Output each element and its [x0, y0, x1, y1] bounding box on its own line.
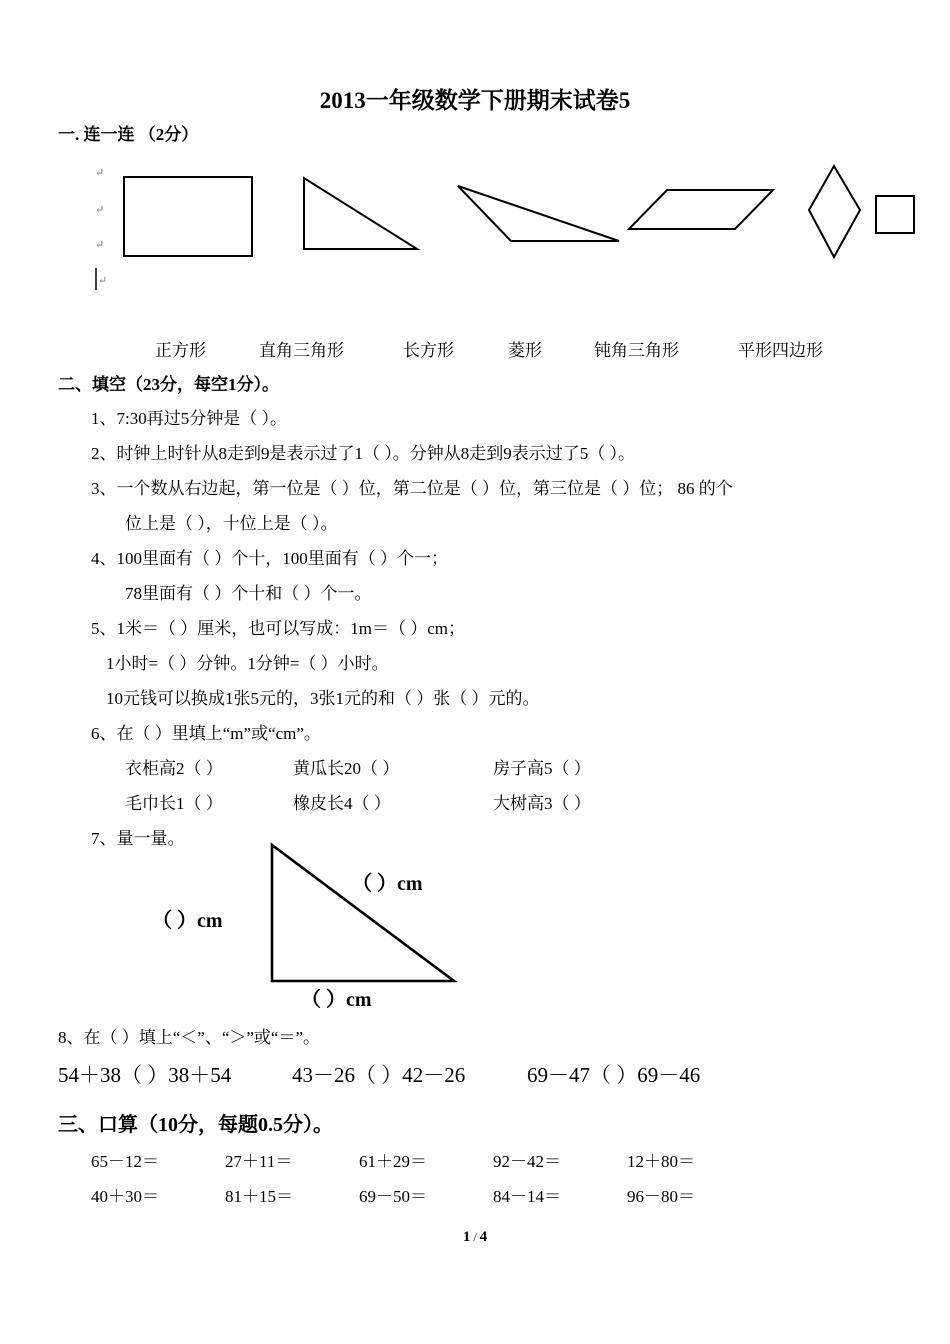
base-label: （ ）cm [301, 989, 372, 1011]
calc-item: 92－42＝ [493, 1152, 561, 1171]
question-7: 7、量一量。 [91, 829, 185, 848]
rectangle-shape [124, 177, 252, 256]
parallelogram-shape [629, 190, 773, 229]
shape-label: 正方形 [155, 341, 206, 360]
question-5-cont: 1小时=（ ）分钟。1分钟=（ ）小时。 [106, 654, 389, 673]
question-8: 8、在（ ）填上“＜”、“＞”或“＝”。 [58, 1028, 321, 1047]
shape-label: 钝角三角形 [594, 341, 679, 360]
paragraph-mark-icon: ↵ [95, 239, 105, 251]
unit-item: 黄瓜长20（ ） [293, 759, 400, 778]
calc-item: 40＋30＝ [91, 1187, 159, 1206]
rhombus-shape [809, 166, 860, 257]
shape-label: 长方形 [403, 341, 454, 360]
right-triangle-shape [304, 178, 417, 249]
shape-label: 直角三角形 [259, 341, 344, 360]
paragraph-mark-icon: ↵ [95, 167, 105, 179]
section3-heading: 三、口算（10分，每题0.5分）。 [58, 1114, 333, 1136]
page-number: 1 / 4 [462, 1229, 488, 1245]
calc-item: 27＋11＝ [225, 1152, 293, 1171]
hypotenuse-label: （ ）cm [352, 873, 423, 895]
question-6: 6、在（ ）里填上“m”或“cm”。 [91, 724, 321, 743]
calc-item: 84－14＝ [493, 1187, 561, 1206]
calc-item: 12＋80＝ [627, 1152, 695, 1171]
page-title: 2013一年级数学下册期末试卷5 [319, 88, 631, 113]
unit-item: 大树高3（ ） [493, 794, 591, 813]
question-5: 5、1米＝（ ）厘米，也可以写成：1m＝（ ）cm； [91, 619, 465, 638]
question-3: 3、一个数从右边起，第一位是（ ）位，第二位是（ ）位，第三位是（ ）位； 86 的个 [91, 479, 733, 498]
question-4-cont: 78里面有（ ）个十和（ ）个一。 [125, 584, 372, 603]
calc-item: 69－50＝ [359, 1187, 427, 1206]
question-3-cont: 位上是（ ），十位上是（ ）。 [125, 514, 338, 533]
square-shape [876, 196, 914, 233]
unit-item: 衣柜高2（ ） [125, 759, 223, 778]
calc-item: 65－12＝ [91, 1152, 159, 1171]
calc-item: 96－80＝ [627, 1187, 695, 1206]
shape-label: 菱形 [508, 341, 542, 360]
question-1: 1、7:30再过5分钟是（ ）。 [91, 409, 287, 428]
calc-item: 61＋29＝ [359, 1152, 427, 1171]
measure-triangle [272, 845, 454, 981]
unit-item: 房子高5（ ） [493, 759, 591, 778]
compare-item: 43－26（ ）42－26 [292, 1063, 466, 1087]
compare-item: 54＋38（ ）38＋54 [58, 1063, 232, 1087]
height-label: （ ）cm [152, 910, 223, 932]
compare-item: 69－47（ ）69－46 [527, 1063, 701, 1087]
section1-heading: 一. 连一连 （2分） [58, 125, 199, 144]
question-4: 4、100里面有（ ）个十，100里面有（ ）个一； [91, 549, 448, 568]
question-5-cont: 10元钱可以换成1张5元的，3张1元的和（ ）张（ ）元的。 [106, 689, 540, 708]
unit-item: 毛巾长1（ ） [125, 794, 223, 813]
paragraph-mark-icon: ↵ [95, 204, 105, 216]
total-pages: 4 [479, 1229, 488, 1245]
unit-item: 橡皮长4（ ） [293, 794, 391, 813]
obtuse-triangle-shape [458, 186, 619, 241]
section2-heading: 二、填空（23分，每空1分）。 [58, 375, 279, 394]
calc-item: 81＋15＝ [225, 1187, 293, 1206]
paragraph-mark-icon: ↵ [98, 275, 108, 287]
question-2: 2、时钟上时针从8走到9是表示过了1（ ）。分钟从8走到9表示过了5（ ）。 [91, 444, 635, 463]
current-page: 1 [462, 1229, 471, 1245]
shape-label: 平形四边形 [738, 341, 823, 360]
